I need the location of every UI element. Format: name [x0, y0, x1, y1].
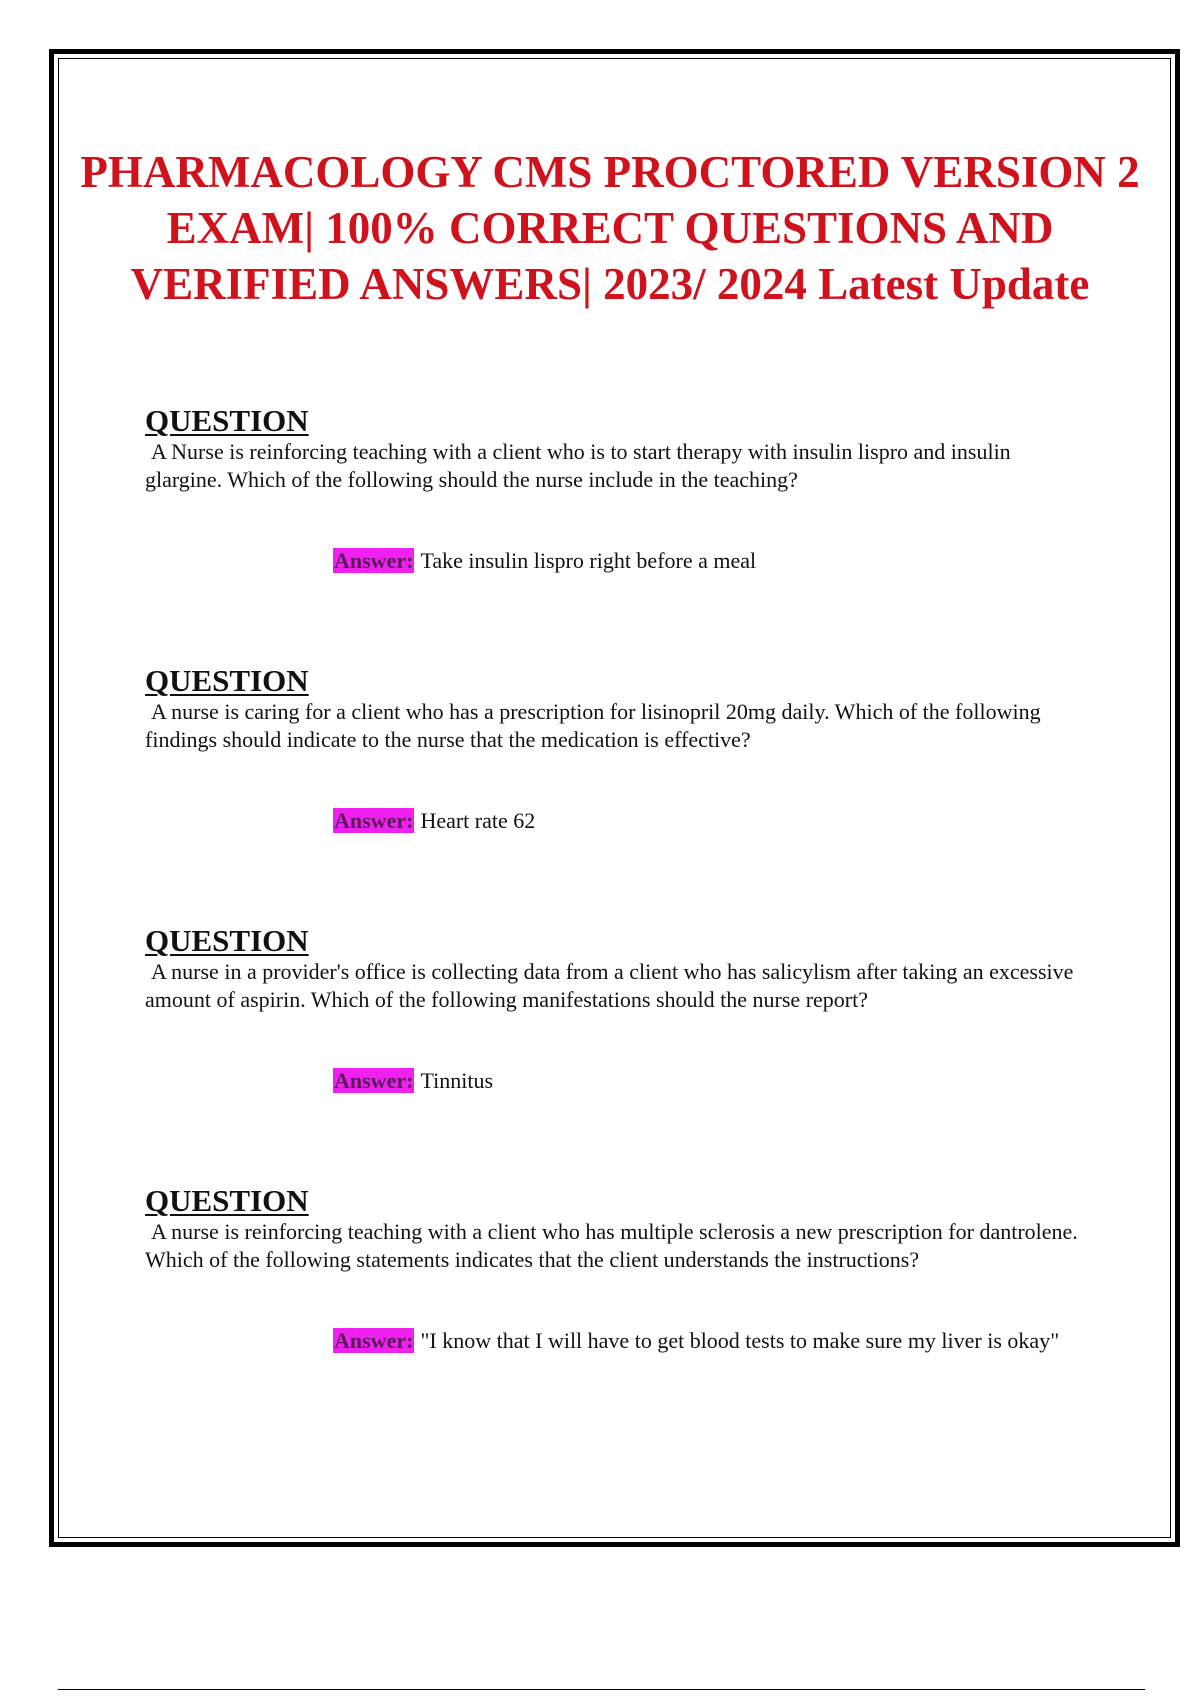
question-block-4 — [145, 1184, 1085, 1355]
question-heading: QUESTION — [145, 1183, 309, 1218]
question-heading: QUESTION — [145, 663, 309, 698]
question-text: A nurse in a provider's office is collecting data from a client who has salicylism after taking an excessive amount of aspirin. Which of the following manifestations should the nurse report? — [145, 959, 1074, 1012]
question-block-1 — [145, 404, 1085, 575]
answer-text: Heart rate 62 — [420, 808, 536, 833]
question-block-2 — [145, 664, 1085, 835]
question-text: A nurse is caring for a client who has a prescription for lisinopril 20mg daily. Which of the following findings should indicate to the nurse that the medication is effective? — [145, 699, 1041, 752]
answer-label: Answer: — [334, 1328, 414, 1353]
answer-label: Answer: — [334, 548, 414, 573]
answer-label: Answer: — [334, 1068, 414, 1093]
answer-text: "I know that I will have to get blood tests to make sure my liver is okay" — [420, 1328, 1060, 1353]
answer-line — [145, 547, 1085, 575]
answer-line — [145, 1327, 1085, 1355]
answer-text: Take insulin lispro right before a meal — [420, 548, 757, 573]
answer-label: Answer: — [334, 808, 414, 833]
answer-line — [145, 807, 1085, 835]
question-block-3 — [145, 924, 1085, 1095]
document-title: PHARMACOLOGY CMS PROCTORED VERSION 2 EXAM| 100% CORRECT QUESTIONS AND VERIFIED ANSWERS| 2023/ 2024 Latest Update — [80, 147, 1140, 309]
question-text: A nurse is reinforcing teaching with a client who has multiple sclerosis a new prescription for dantrolene. Which of the following statements indicates that the client understands the instructions? — [145, 1219, 1078, 1272]
question-heading: QUESTION — [145, 923, 309, 958]
question-text: A Nurse is reinforcing teaching with a client who is to start therapy with insulin lispro and insulin glargine. Which of the following should the nurse include in the teaching? — [145, 439, 1011, 492]
answer-text: Tinnitus — [420, 1068, 494, 1093]
question-heading: QUESTION — [145, 403, 309, 438]
answer-line — [145, 1067, 1085, 1095]
footer-rule — [58, 1689, 1145, 1690]
